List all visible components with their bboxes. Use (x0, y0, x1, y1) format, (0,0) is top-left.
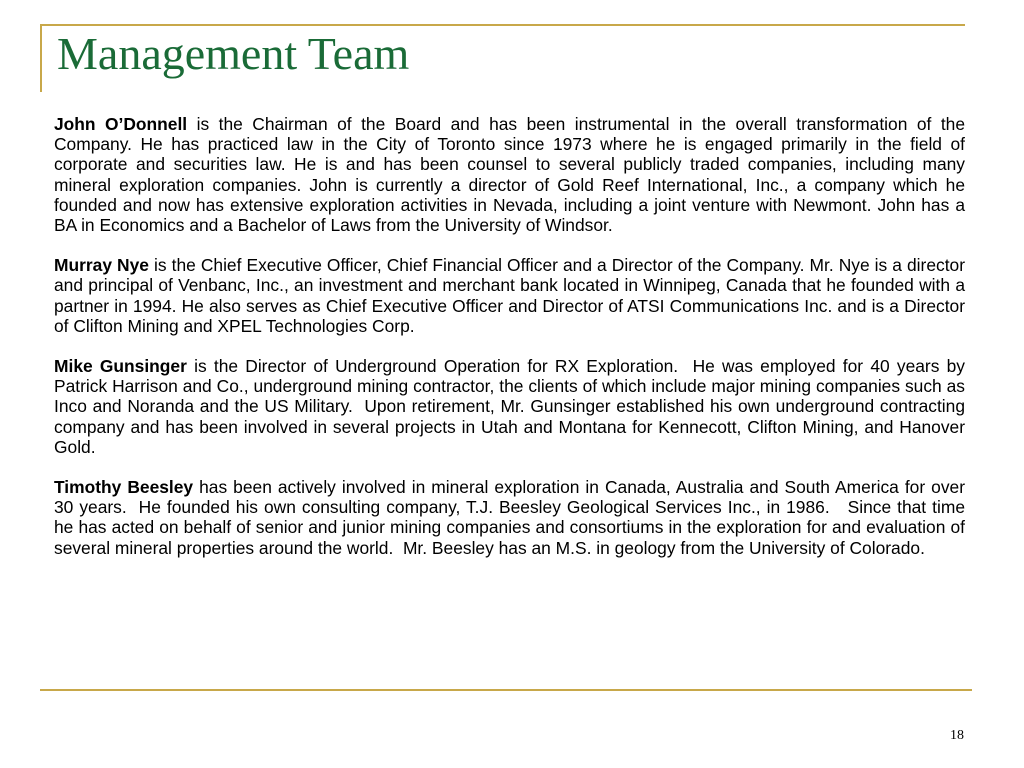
bio-text: is the Director of Underground Operation for RX Exploration. He was employed for 40 years by Patrick Harrison and Co., underground mining contractor, the clients of which include major mining companies such as Inco and Noranda and the US Military. Upon retirement, Mr. Gunsinger established his own underground contracting company and has been involved in several projects in Utah and Montana for Kennecott, Clifton Mining, and Hanover Gold. (54, 356, 970, 457)
left-accent-rule (40, 24, 42, 92)
bio-name: Mike Gunsinger (54, 356, 187, 377)
bio-list (54, 114, 970, 578)
bio-name: Murray Nye (54, 255, 149, 276)
bio-john-odonnell (54, 114, 970, 236)
bio-timothy-beesley (54, 477, 970, 558)
slide-title: Management Team (57, 28, 410, 79)
bio-text: is the Chief Executive Officer, Chief Financial Officer and a Director of the Company. Mr. Nye is a director and principal of Venbanc, Inc., an investment and merchant bank located in Winnipeg, Canada that he founded with a partner in 1994. He also serves as Chief Executive Officer and Director of ATSI Communications Inc. and is a Director of Clifton Mining and XPEL Technologies Corp. (54, 255, 970, 336)
bottom-accent-rule (40, 689, 972, 691)
bio-murray-nye (54, 255, 970, 336)
bio-text: is the Chairman of the Board and has been instrumental in the overall transformation of the Company. He has practiced law in the City of Toronto since 1973 where he is engaged primarily in the field of corporate and securities law. He is and has been counsel to several publicly traded companies, including many mineral exploration companies. John is currently a director of Gold Reef International, Inc., a company which he founded and now has extensive exploration activities in Nevada, including a joint venture with Newmont. John has a BA in Economics and a Bachelor of Laws from the University of Windsor. (54, 114, 970, 236)
bio-text: has been actively involved in mineral exploration in Canada, Australia and South America for over 30 years. He founded his own consulting company, T.J. Beesley Geological Services Inc., in 1986. Since that time he has acted on behalf of senior and junior mining companies and consortiums in the exploration for and evaluation of several mineral properties around the world. Mr. Beesley has an M.S. in geology from the University of Colorado. (54, 477, 970, 558)
page-number: 18 (950, 728, 964, 743)
bio-name: Timothy Beesley (54, 477, 194, 498)
bio-mike-gunsinger (54, 356, 970, 457)
bio-name: John O’Donnell (54, 114, 188, 134)
